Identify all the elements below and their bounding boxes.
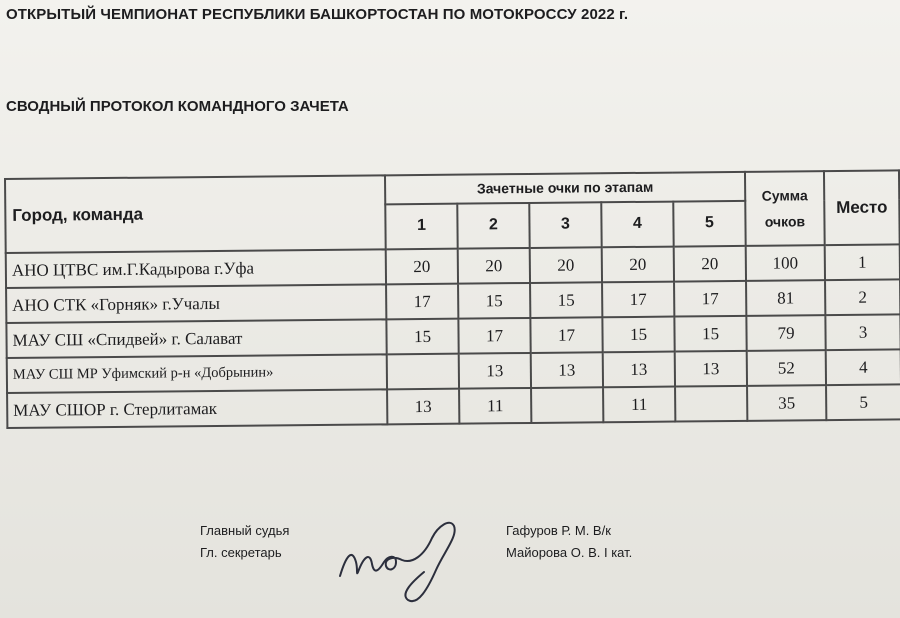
stage-score: 15	[458, 283, 530, 319]
team-name: АНО ЦТВС им.Г.Кадырова г.Уфа	[6, 249, 386, 288]
header-stages: Зачетные очки по этапам	[385, 172, 745, 204]
handwritten-signature	[332, 512, 482, 608]
team-name: АНО СТК «Горняк» г.Учалы	[6, 284, 386, 323]
team-name: МАУ СШ МР Уфимский р-н «Добрынин»	[7, 354, 387, 393]
header-team: Город, команда	[5, 175, 386, 253]
stage-score: 17	[386, 284, 458, 320]
results-table	[4, 169, 900, 429]
chief-judge-role: Главный судья	[200, 523, 290, 538]
team-place: 4	[826, 349, 900, 385]
stage-score: 13	[459, 353, 531, 389]
stage-score: 17	[602, 282, 674, 318]
stage-score: 15	[602, 317, 674, 353]
team-name: МАУ СШ «Спидвей» г. Салават	[6, 319, 386, 358]
stage-score: 20	[386, 249, 458, 285]
stage-score: 13	[603, 352, 675, 388]
header-stage-1: 1	[385, 203, 457, 249]
stage-score: 17	[674, 281, 746, 317]
total-points: 81	[746, 280, 825, 316]
stage-score: 11	[459, 388, 531, 424]
chief-judge-name: Гафуров Р. М. В/к	[506, 523, 611, 538]
stage-score: 20	[602, 247, 674, 283]
stage-score: 20	[458, 248, 530, 284]
total-points: 79	[746, 315, 825, 351]
stage-score: 20	[674, 246, 746, 282]
header-stage-2: 2	[457, 203, 529, 249]
secretary-name: Майорова О. В. I кат.	[506, 545, 633, 560]
stage-score: 11	[603, 387, 675, 423]
stage-score: 13	[675, 351, 747, 387]
stage-score: 13	[387, 389, 459, 425]
stage-score: 13	[531, 352, 603, 388]
header-stage-3: 3	[529, 202, 601, 248]
team-name: МАУ СШОР г. Стерлитамак	[7, 389, 387, 428]
stage-score: 20	[530, 247, 602, 283]
secretary-role: Гл. секретарь	[200, 545, 282, 560]
total-points: 100	[746, 245, 825, 281]
stage-score	[675, 386, 747, 422]
team-place: 2	[825, 279, 900, 315]
header-sum-line2: очков	[764, 213, 806, 230]
document-subtitle: СВОДНЫЙ ПРОТОКОЛ КОМАНДНОГО ЗАЧЕТА	[6, 98, 349, 115]
header-stage-4: 4	[601, 201, 673, 247]
stage-score: 15	[386, 319, 458, 355]
header-sum-line1: Сумма	[761, 187, 808, 204]
total-points: 35	[747, 385, 826, 421]
stage-score	[387, 354, 459, 390]
stage-score: 17	[458, 318, 530, 354]
total-points: 52	[747, 350, 826, 386]
document-title: ОТКРЫТЫЙ ЧЕМПИОНАТ РЕСПУБЛИКИ БАШКОРТОСТАН ПО МОТОКРОССУ 2022 г.	[6, 6, 629, 23]
stage-score	[531, 387, 603, 423]
signature-names	[506, 520, 632, 564]
team-place: 1	[825, 244, 900, 280]
stage-score: 15	[530, 282, 602, 318]
stage-score: 17	[530, 317, 602, 353]
header-stage-5: 5	[673, 201, 745, 247]
table-row	[7, 384, 900, 428]
stage-score: 15	[674, 316, 746, 352]
header-place: Место	[824, 170, 900, 245]
team-place: 3	[825, 314, 900, 350]
team-place: 5	[826, 384, 900, 420]
header-sum	[745, 171, 825, 246]
signature-roles	[200, 520, 289, 564]
